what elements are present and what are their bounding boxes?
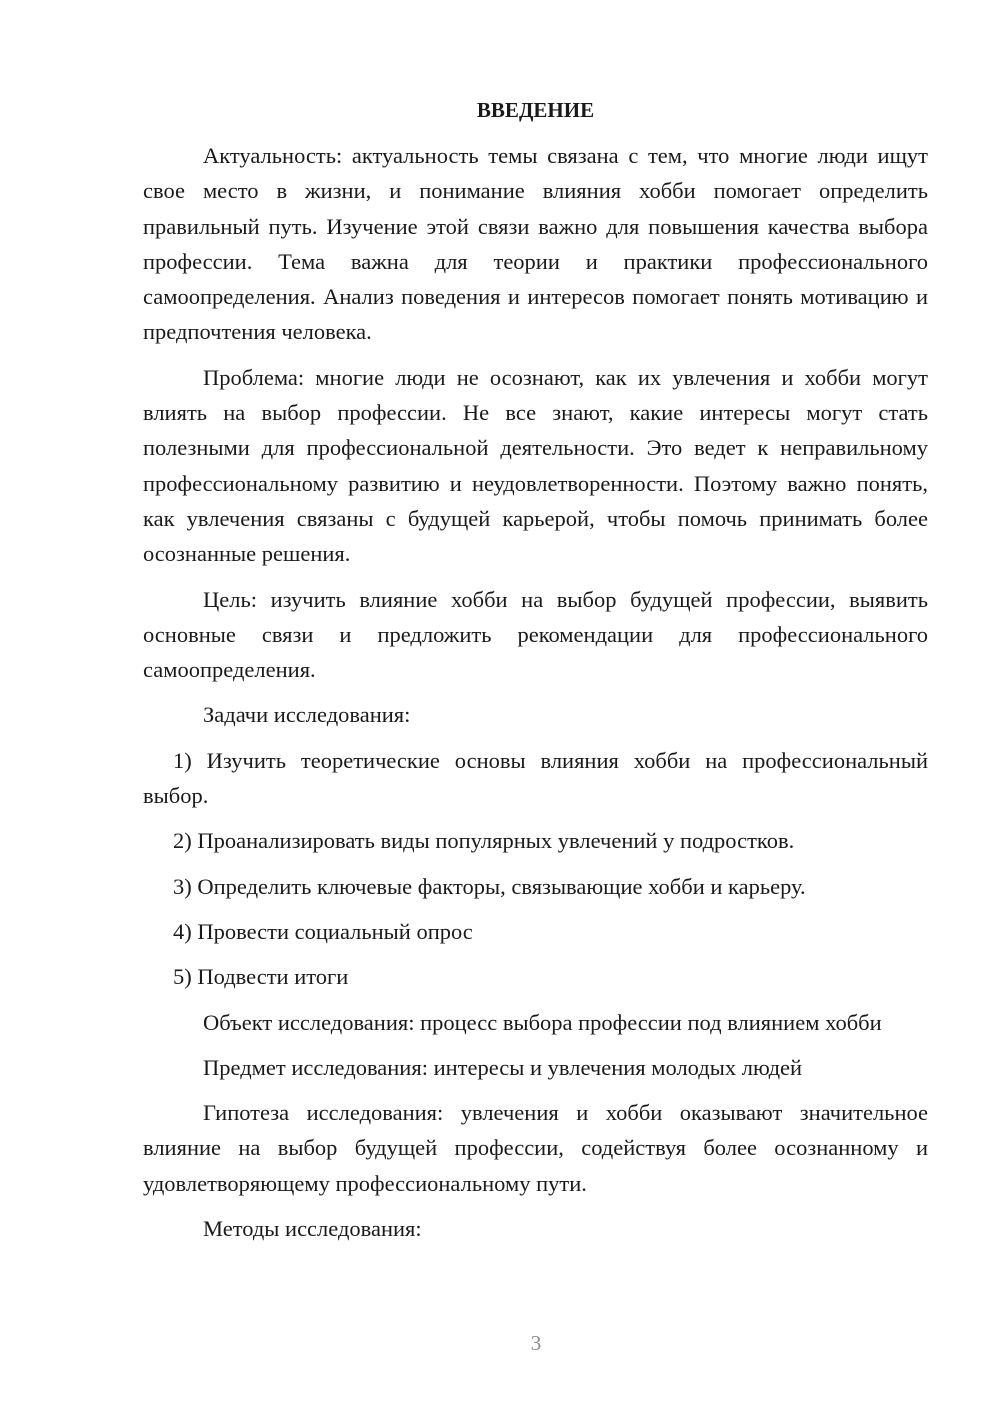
methods-heading: Методы исследования: <box>203 1216 422 1242</box>
document-body <box>143 92 928 1256</box>
task-item: 1) Изучить теоретические основы влияния хобби на профессиональный выбор. <box>143 747 928 809</box>
problem-paragraph: Проблема: многие люди не осознают, как их увлечения и хобби могут влиять на выбор профессии. Не все знают, какие интересы могут стать полезными для профессиональной деятельности. Это ведет к неправильному профессиональному развитию и неудовлетворенности. Поэтому важно понять, как увлечения связаны с будущей карьерой, чтобы помочь принимать более осознанные решения. <box>143 364 928 567</box>
task-item: 4) Провести социальный опрос <box>173 918 473 944</box>
relevance-paragraph: Актуальность: актуальность темы связана с тем, что многие люди ищут свое место в жизни, и понимание влияния хобби помогает определить правильный путь. Изучение этой связи важно для повышения качества выбора профессии. Тема важна для теории и практики профессионального самоопределения. Анализ поведения и интересов помогает понять мотивацию и предпочтения человека. <box>143 143 928 345</box>
task-item: 2) Проанализировать виды популярных увлечений у подростков. <box>173 828 795 854</box>
page-number: 3 <box>530 1331 542 1355</box>
hypothesis-paragraph: Гипотеза исследования: увлечения и хобби оказывают значительное влияние на выбор будущей профессии, содействуя более осознанному и удовлетворяющему профессиональному пути. <box>143 1100 928 1196</box>
goal-paragraph: Цель: изучить влияние хобби на выбор будущей профессии, выявить основные связи и предложить рекомендации для профессионального самоопределения. <box>143 586 928 683</box>
task-item: 3) Определить ключевые факторы, связывающие хобби и карьеру. <box>173 873 806 899</box>
task-item: 5) Подвести итоги <box>173 964 349 990</box>
tasks-heading: Задачи исследования: <box>203 702 411 728</box>
section-heading: ВВЕДЕНИЕ <box>476 98 595 122</box>
object-paragraph: Объект исследования: процесс выбора профессии под влиянием хобби <box>203 1009 882 1035</box>
subject-paragraph: Предмет исследования: интересы и увлечения молодых людей <box>203 1054 803 1080</box>
